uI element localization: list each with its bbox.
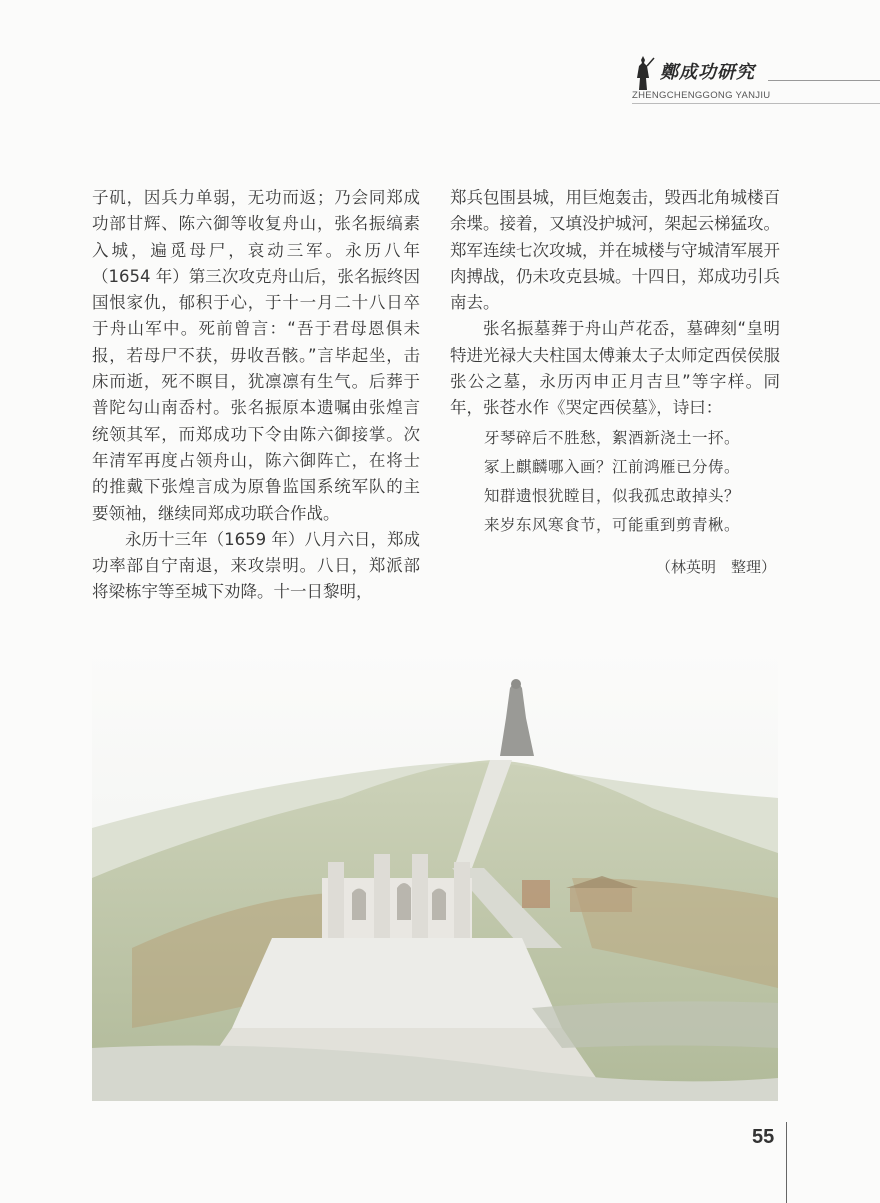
left-column <box>92 185 420 606</box>
poem-line: 冢上麒麟哪入画？江前鸿雁已分俦。 <box>484 457 741 476</box>
poem-line: 牙琴碎后不胜愁，絮酒新浇土一抔。 <box>484 428 741 447</box>
header-rule <box>768 80 880 81</box>
paragraph: 张名振墓葬于舟山芦花岙，墓碑刻“皇明特进光禄大夫柱国太傅兼太子太师定西侯侯服张公之墓，永历丙申正月吉旦”等字样。同年，张苍水作《哭定西侯墓》，诗曰： <box>450 319 780 418</box>
page-number: 55 <box>752 1126 775 1148</box>
journal-title: 鄭成功研究 <box>660 62 755 83</box>
poem <box>450 424 780 540</box>
monument-photo <box>92 648 778 1101</box>
running-header <box>620 52 880 112</box>
paragraph: 郑兵包围县城，用巨炮轰击，毁西北角城楼百余堞。接着，又填没护城河，架起云梯猛攻。郑军连续七次攻城，并在城楼与守城清军展开肉搏战，仍未攻克县城。十四日，郑成功引兵南去。 <box>450 188 780 313</box>
statue-logo-icon <box>630 54 656 92</box>
right-column <box>450 185 780 580</box>
journal-subtitle: ZHENGCHENGGONG YANJIU <box>632 90 771 101</box>
poem-line: 知群遗恨犹瞠目，似我孤忠敢掉头？ <box>484 486 741 505</box>
paragraph: 子矶，因兵力单弱，无功而返；乃会同郑成功部甘辉、陈六御等收复舟山，张名振缟素入城，遍觅母尸，哀动三军。永历八年（1654 年）第三次攻克舟山后，张名振终因国恨家仇，郁积于心，于十一月二十八日卒于舟山军中。死前曾言：“吾于君母恩俱未报，若母尸不获，毋收吾骸。”言毕起坐，击床而逝，死不瞑目，犹凛凛有生气。后葬于普陀勾山南岙村。张名振原本遗嘱由张煌言统领其军，而郑成功下令由陈六御接掌。次年清军再度占领舟山，陈六御阵亡，在将士的推戴下张煌言成为原鲁监国系统军队的主要领袖，继续同郑成功联合作战。 <box>92 188 420 523</box>
poem-line: 来岁东风寒食节，可能重到剪青楸。 <box>484 515 741 534</box>
paragraph: 永历十三年（1659 年）八月六日，郑成功率部自宁南退，来攻崇明。八日，郑派部将梁栋宇等至城下劝降。十一日黎明， <box>92 529 420 602</box>
page-number-rule <box>786 1122 787 1203</box>
editor-credit: （林英明 整理） <box>655 557 776 576</box>
header-underline <box>632 103 880 104</box>
